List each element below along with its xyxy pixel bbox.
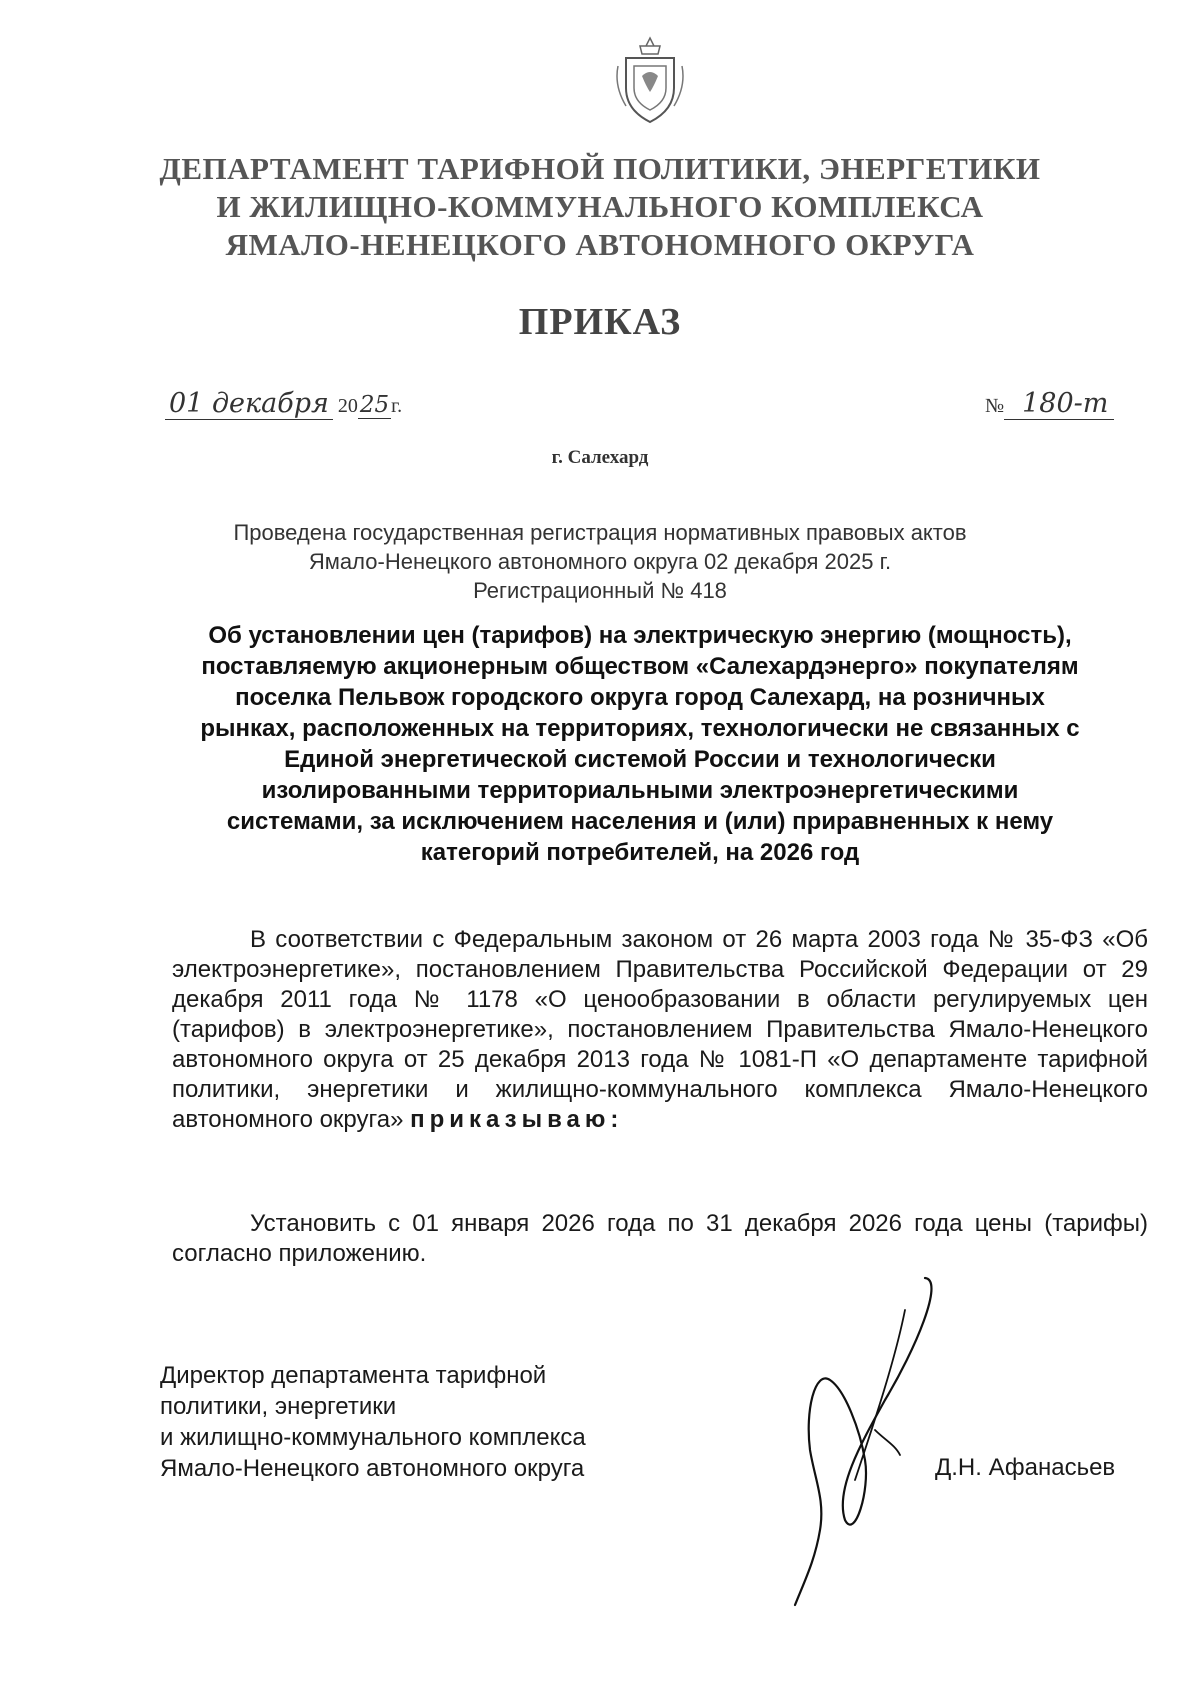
handwritten-date: 01 декабря — [165, 388, 333, 420]
signatory-title-line: и жилищно-коммунального комплекса — [160, 1424, 586, 1451]
handwritten-year: 25 — [359, 392, 390, 418]
handwritten-number: 180-т — [1004, 388, 1114, 420]
registration-line: Проведена государственная регистрация нормативных правовых актов — [233, 520, 967, 545]
order-number — [985, 388, 1114, 419]
preamble-paragraph — [172, 925, 1148, 1135]
order-title: Об установлении цен (тарифов) на электрическую энергию (мощность), поставляемую акционерным обществом «Салехардэнерго» покупателям поселка Пельвож городского округа город Салехард, на розничных рынках, расположенных на территориях, технологически не связанных с Единой энергетической системой России и технологически изолированными территориальными электроэнергетическими системами, за исключением населения и (или) приравненных к нему категорий потребителей, на 2026 год — [200, 622, 1080, 866]
city: г. Салехард — [551, 447, 649, 468]
signatory-title-line: политики, энергетики — [160, 1393, 397, 1420]
signatory-name: Д.Н. Афанасьев — [935, 1454, 1116, 1481]
number-label: № — [985, 395, 1005, 417]
handwritten-signature-icon — [775, 1270, 975, 1610]
registration-line: Ямало-Ненецкого автономного округа 02 декабря 2025 г. — [308, 549, 892, 574]
department-name — [0, 150, 1200, 264]
signatory-title-line: Ямало-Ненецкого автономного округа — [160, 1455, 585, 1482]
coat-of-arms-icon — [612, 36, 688, 126]
operative-paragraph: Установить с 01 января 2026 года по 31 декабря 2026 года цены (тарифы) согласно приложению. — [172, 1210, 1148, 1267]
department-line: ЯМАЛО-НЕНЕЦКОГО АВТОНОМНОГО ОКРУГА — [225, 227, 975, 262]
department-line: ДЕПАРТАМЕНТ ТАРИФНОЙ ПОЛИТИКИ, ЭНЕРГЕТИКИ — [159, 151, 1041, 186]
year-unit: г. — [391, 395, 403, 417]
signatory-title-line: Директор департамента тарифной — [160, 1362, 547, 1389]
signatory-title — [160, 1360, 586, 1484]
document-type: ПРИКАЗ — [518, 301, 682, 343]
order-word: приказываю: — [410, 1106, 624, 1133]
preamble-text: В соответствии с Федеральным законом от 26 марта 2003 года № 35-ФЗ «Об электроэнергетике», постановлением Правительства Российской Федерации от 29 декабря 2011 года № 1178 «О ценообразовании в области регулируемых цен (тарифов) в электроэнергетике», постановлением Правительства Ямало-Ненецкого автономного округа от 25 декабря 2013 года № 1081-П «О департаменте тарифной политики, энергетики и жилищно-коммунального комплекса Ямало-Ненецкого автономного округа» — [172, 926, 1148, 1133]
registration-stamp — [0, 518, 1200, 605]
department-line: И ЖИЛИЩНО-КОММУНАЛЬНОГО КОМПЛЕКСА — [216, 189, 984, 224]
registration-line: Регистрационный № 418 — [473, 578, 727, 603]
year-prefix: 20 — [337, 395, 358, 417]
order-date — [165, 388, 402, 419]
